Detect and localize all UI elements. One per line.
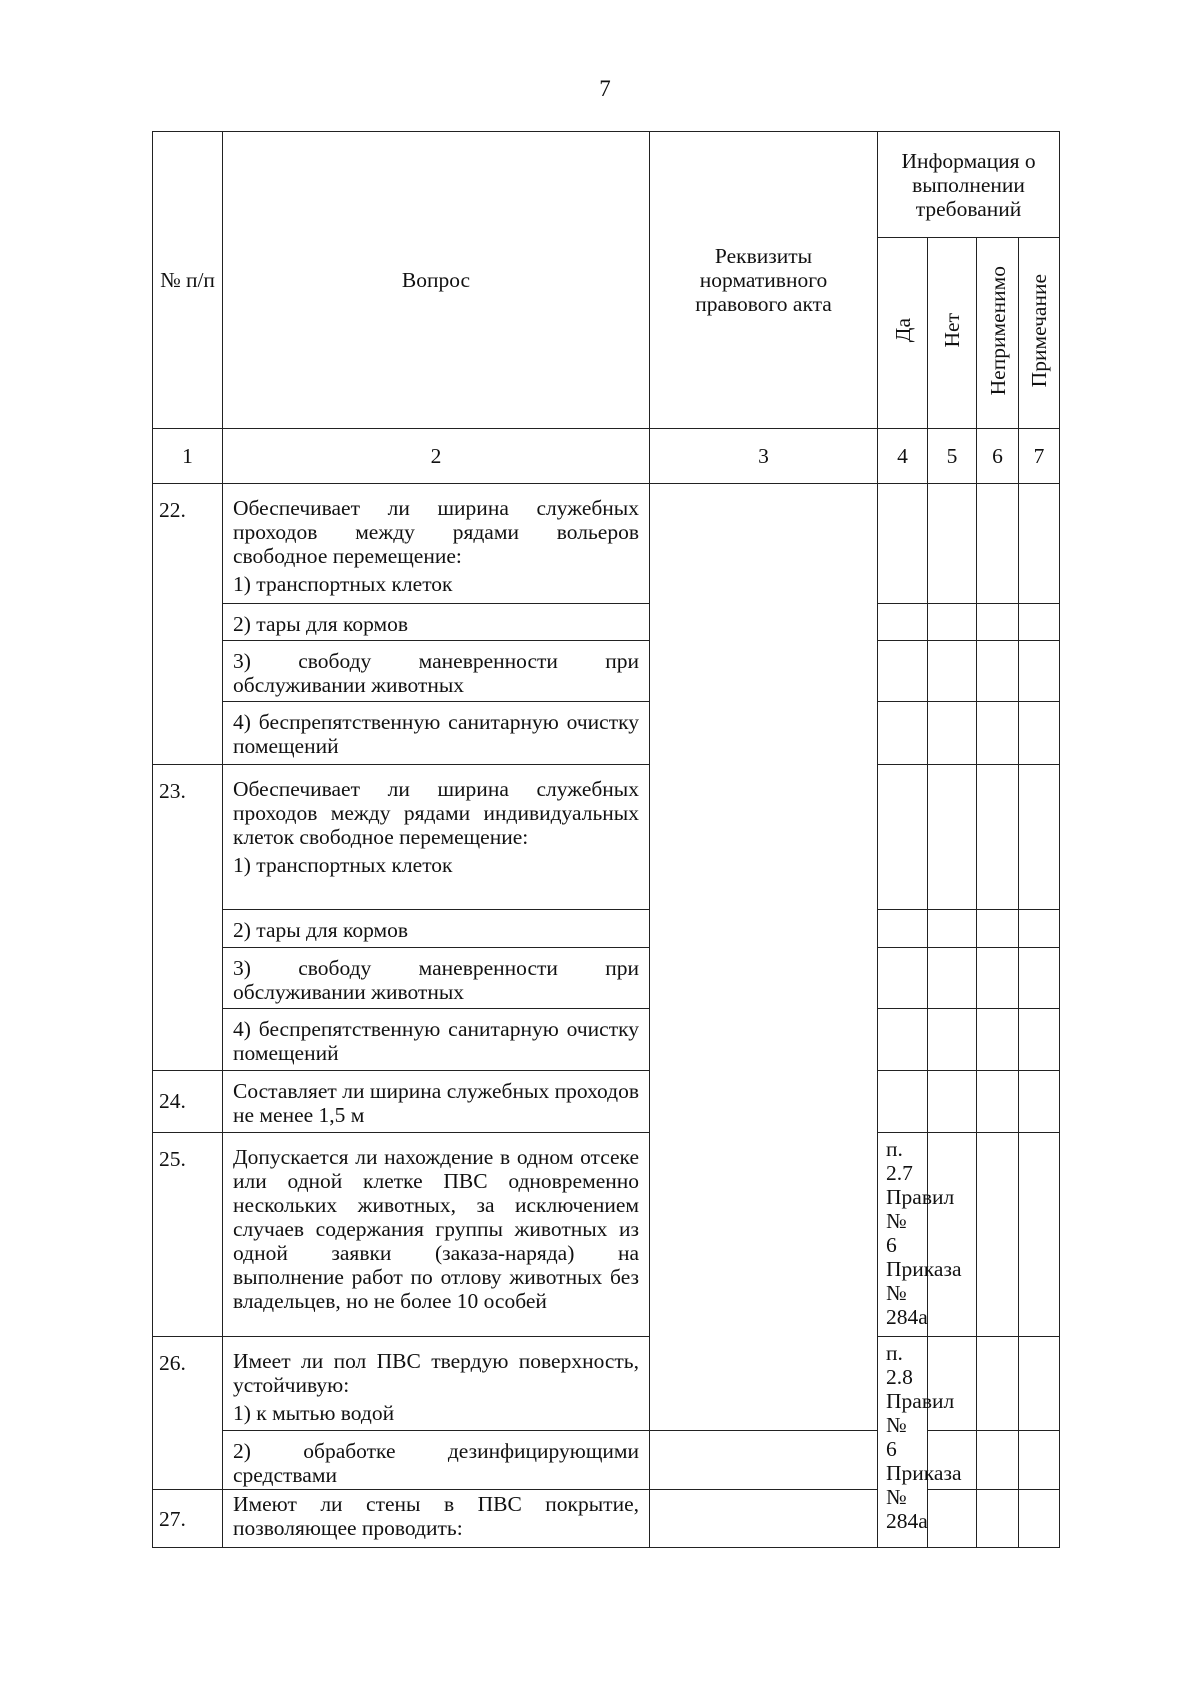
header-no: Нет — [928, 238, 977, 429]
answer-yes-cell[interactable] — [878, 484, 928, 604]
answer-note-cell[interactable] — [1019, 910, 1060, 948]
answer-note-cell[interactable] — [1019, 948, 1060, 1009]
answer-no-cell[interactable] — [928, 1071, 977, 1133]
question-text: Составляет ли ширина служебных проходов не менее 1,5 м — [223, 1071, 650, 1133]
answer-note-cell[interactable] — [1019, 1490, 1060, 1548]
header-num: № п/п — [153, 132, 223, 429]
question-text: Обеспечивает ли ширина служебных проходов между рядами вольеров свободное перемещение: 1) транспортных клеток — [223, 484, 650, 604]
answer-note-cell[interactable] — [1019, 641, 1060, 702]
table-row-24 — [153, 1071, 1060, 1133]
answer-yes-cell[interactable] — [650, 1490, 878, 1548]
answer-note-cell[interactable] — [1019, 765, 1060, 910]
answer-yes-cell[interactable] — [878, 1071, 928, 1133]
question-text: Допускается ли нахождение в одном отсеке или одной клетке ПВС одновременно нескольких животных, за исключением случаев содержания группы животных из одной заявки (заказа-наряда) на выполнение работ по отлову животных без владельцев, но не более 10 особей — [223, 1133, 650, 1337]
question-subitem: 3) свободу маневренности при обслуживании животных — [223, 948, 650, 1009]
question-subitem: 4) беспрепятственную санитарную очистку помещений — [223, 1009, 650, 1071]
answer-na-cell[interactable] — [977, 1431, 1019, 1490]
answer-note-cell[interactable] — [1019, 604, 1060, 641]
row-number: 23. — [153, 765, 223, 1071]
index-cell: 6 — [977, 429, 1019, 484]
answer-note-cell[interactable] — [1019, 1071, 1060, 1133]
header-note: Примечание — [1019, 238, 1060, 429]
ref-text: п. 2.8 Правил № 6 Приказа № 284а — [878, 1337, 928, 1548]
answer-na-cell[interactable] — [977, 702, 1019, 765]
ref-cell-empty — [650, 484, 878, 1431]
answer-no-cell[interactable] — [928, 910, 977, 948]
ref-text: п. 2.7 Правил № 6 Приказа № 284а — [878, 1133, 928, 1337]
header-na: Неприменимо — [977, 238, 1019, 429]
question-text: Имеют ли стены в ПВС покрытие, позволяющее проводить: — [223, 1490, 650, 1548]
answer-yes-cell[interactable] — [878, 702, 928, 765]
table-subrow — [153, 604, 1060, 641]
answer-yes-cell[interactable] — [878, 1009, 928, 1071]
answer-note-cell[interactable] — [1019, 1431, 1060, 1490]
table-subrow — [153, 702, 1060, 765]
table-row-25 — [153, 1133, 1060, 1337]
table-row-26 — [153, 1337, 1060, 1431]
answer-na-cell[interactable] — [977, 1009, 1019, 1071]
answer-no-cell[interactable] — [928, 641, 977, 702]
answer-no-cell[interactable] — [928, 702, 977, 765]
answer-no-cell[interactable] — [977, 1133, 1019, 1337]
answer-na-cell[interactable] — [977, 1071, 1019, 1133]
answer-no-cell[interactable] — [928, 604, 977, 641]
row-number: 25. — [153, 1133, 223, 1337]
question-text: Обеспечивает ли ширина служебных проходов между рядами индивидуальных клеток свободное перемещение: 1) транспортных клеток — [223, 765, 650, 910]
answer-yes-cell[interactable] — [650, 1431, 878, 1490]
answer-note-cell[interactable] — [1019, 484, 1060, 604]
answer-yes-cell[interactable] — [928, 1337, 977, 1431]
answer-yes-cell[interactable] — [928, 1133, 977, 1337]
index-cell: 3 — [650, 429, 878, 484]
header-row-top — [153, 132, 1060, 238]
answer-no-cell[interactable] — [928, 948, 977, 1009]
question-subitem: 3) свободу маневренности при обслуживании животных — [223, 641, 650, 702]
answer-na-cell[interactable] — [1019, 1133, 1060, 1337]
answer-no-cell[interactable] — [928, 765, 977, 910]
answer-yes-cell[interactable] — [878, 641, 928, 702]
answer-note-cell[interactable] — [1019, 1009, 1060, 1071]
requirements-table — [152, 131, 1060, 1548]
row-number: 24. — [153, 1071, 223, 1133]
header-ref: Реквизиты нормативного правового акта — [650, 132, 878, 429]
table-row-23 — [153, 765, 1060, 910]
index-row — [153, 429, 1060, 484]
table-row-22 — [153, 484, 1060, 604]
index-cell: 1 — [153, 429, 223, 484]
page-number: 7 — [599, 76, 611, 101]
table-subrow — [153, 1009, 1060, 1071]
answer-yes-cell[interactable] — [878, 765, 928, 910]
question-subitem: 2) тары для кормов — [223, 604, 650, 641]
index-cell: 2 — [223, 429, 650, 484]
answer-no-cell[interactable] — [928, 484, 977, 604]
answer-note-cell[interactable] — [1019, 702, 1060, 765]
answer-no-cell[interactable] — [928, 1009, 977, 1071]
table-subrow — [153, 910, 1060, 948]
answer-no-cell[interactable] — [977, 1337, 1019, 1431]
header-yes: Да — [878, 238, 928, 429]
index-cell: 5 — [928, 429, 977, 484]
answer-na-cell[interactable] — [977, 910, 1019, 948]
question-subitem: 2) обработке дезинфицирующими средствами — [223, 1431, 650, 1490]
row-number: 22. — [153, 484, 223, 765]
answer-yes-cell[interactable] — [878, 910, 928, 948]
row-number: 26. — [153, 1337, 223, 1490]
answer-na-cell[interactable] — [977, 1490, 1019, 1548]
table-subrow — [153, 948, 1060, 1009]
answer-na-cell[interactable] — [977, 604, 1019, 641]
answer-no-cell[interactable] — [928, 1490, 977, 1548]
table-subrow — [153, 641, 1060, 702]
question-subitem: 2) тары для кормов — [223, 910, 650, 948]
answer-yes-cell[interactable] — [878, 948, 928, 1009]
question-subitem: 4) беспрепятственную санитарную очистку помещений — [223, 702, 650, 765]
answer-na-cell[interactable] — [977, 484, 1019, 604]
row-number: 27. — [153, 1490, 223, 1548]
answer-na-cell[interactable] — [977, 765, 1019, 910]
answer-na-cell[interactable] — [977, 948, 1019, 1009]
question-text: Имеет ли пол ПВС твердую поверхность, устойчивую: 1) к мытью водой — [223, 1337, 650, 1431]
index-cell: 4 — [878, 429, 928, 484]
answer-yes-cell[interactable] — [878, 604, 928, 641]
header-question: Вопрос — [223, 132, 650, 429]
index-cell: 7 — [1019, 429, 1060, 484]
header-info: Информация о выполнении требований — [878, 132, 1060, 238]
answer-na-cell[interactable] — [1019, 1337, 1060, 1431]
answer-na-cell[interactable] — [977, 641, 1019, 702]
